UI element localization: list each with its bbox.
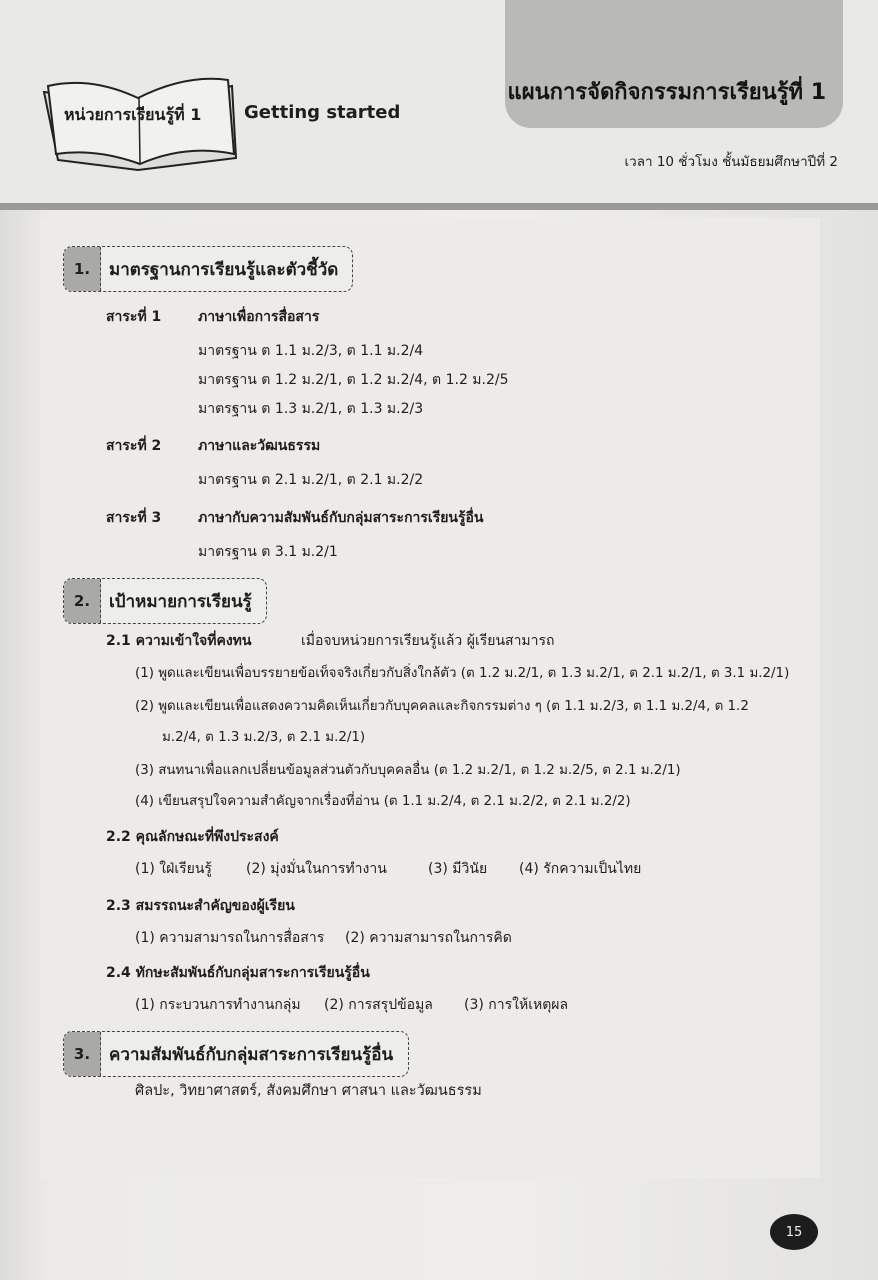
section-number: 2. [64,579,101,623]
subsection-heading: 2.3 สมรรถนะสำคัญของผู้เรียน [106,898,295,914]
section-title: มาตรฐานการเรียนรู้และตัวชี้วัด [109,259,339,280]
section-number: 3. [64,1032,101,1076]
strand-label: สาระที่ 1 [106,309,162,325]
strand-label: สาระที่ 3 [106,510,162,526]
attribute-item: (4) รักความเป็นไทย [519,861,642,877]
attribute-item: (3) มีวินัย [428,861,488,877]
subsection-heading: 2.4 ทักษะสัมพันธ์กับกลุ่มสาระการเรียนรู้อื่น [106,965,370,981]
unit-name: Getting started [244,102,401,123]
standard-item: มาตรฐาน ต 2.1 ม.2/1, ต 2.1 ม.2/2 [198,472,424,488]
strand-name: ภาษาเพื่อการสื่อสาร [198,309,320,325]
strand-name: ภาษาและวัฒนธรรม [198,438,321,454]
section-title: ความสัมพันธ์กับกลุ่มสาระการเรียนรู้อื่น [109,1044,394,1065]
standard-item: มาตรฐาน ต 3.1 ม.2/1 [198,544,338,560]
skill-item: (1) กระบวนการทำงานกลุ่ม [135,997,301,1013]
goal-item: (2) พูดและเขียนเพื่อแสดงความคิดเห็นเกี่ยวกับบุคคลและกิจกรรมต่าง ๆ (ต 1.1 ม.2/3, ต 1.1 ม.2/4, ต 1.2 [135,699,749,714]
standard-item: มาตรฐาน ต 1.3 ม.2/1, ต 1.3 ม.2/3 [198,401,424,417]
plan-title: แผนการจัดกิจกรรมการเรียนรู้ที่ 1 [507,80,826,105]
section-number: 1. [64,247,101,291]
subsection-intro: เมื่อจบหน่วยการเรียนรู้แล้ว ผู้เรียนสามารถ [301,633,555,649]
standard-item: มาตรฐาน ต 1.1 ม.2/3, ต 1.1 ม.2/4 [198,343,424,359]
strand-name: ภาษากับความสัมพันธ์กับกลุ่มสาระการเรียนรู้อื่น [198,510,484,526]
header-divider [0,203,878,210]
skill-item: (2) การสรุปข้อมูล [324,997,433,1013]
skill-item: (3) การให้เหตุผล [464,997,569,1013]
strand-label: สาระที่ 2 [106,438,162,454]
section-header-subject-relations [63,1031,409,1077]
goal-item: (4) เขียนสรุปใจความสำคัญจากเรื่องที่อ่าน (ต 1.1 ม.2/4, ต 2.1 ม.2/2, ต 2.1 ม.2/2) [135,794,631,809]
section-header-standards [63,246,353,292]
competency-item: (2) ความสามารถในการคิด [345,930,512,946]
subsection-heading: 2.2 คุณลักษณะที่พึงประสงค์ [106,829,279,845]
page-number: 15 [770,1214,818,1250]
attribute-item: (1) ใฝ่เรียนรู้ [135,861,212,877]
unit-label: หน่วยการเรียนรู้ที่ 1 [64,105,202,124]
standard-item: มาตรฐาน ต 1.2 ม.2/1, ต 1.2 ม.2/4, ต 1.2 ม.2/5 [198,372,509,388]
goal-item: (3) สนทนาเพื่อแลกเปลี่ยนข้อมูลส่วนตัวกับบุคคลอื่น (ต 1.2 ม.2/1, ต 1.2 ม.2/5, ต 2.1 ม.2/1) [135,763,681,778]
time-grade-line: เวลา 10 ชั่วโมง ชั้นมัธยมศึกษาปีที่ 2 [624,154,838,170]
goal-item-continued: ม.2/4, ต 1.3 ม.2/3, ต 2.1 ม.2/1) [162,730,366,745]
related-subjects: ศิลปะ, วิทยาศาสตร์, สังคมศึกษา ศาสนา และวัฒนธรรม [135,1083,482,1099]
attribute-item: (2) มุ่งมั่นในการทำงาน [246,861,387,877]
section-title: เป้าหมายการเรียนรู้ [109,591,252,612]
section-header-learning-goals [63,578,267,624]
subsection-heading: 2.1 ความเข้าใจที่คงทน [106,633,252,649]
competency-item: (1) ความสามารถในการสื่อสาร [135,930,325,946]
goal-item: (1) พูดและเขียนเพื่อบรรยายข้อเท็จจริงเกี่ยวกับสิ่งใกล้ตัว (ต 1.2 ม.2/1, ต 1.3 ม.2/1, ต 2.1 ม.2/1, ต 3.1 ม.2/1) [135,666,790,681]
